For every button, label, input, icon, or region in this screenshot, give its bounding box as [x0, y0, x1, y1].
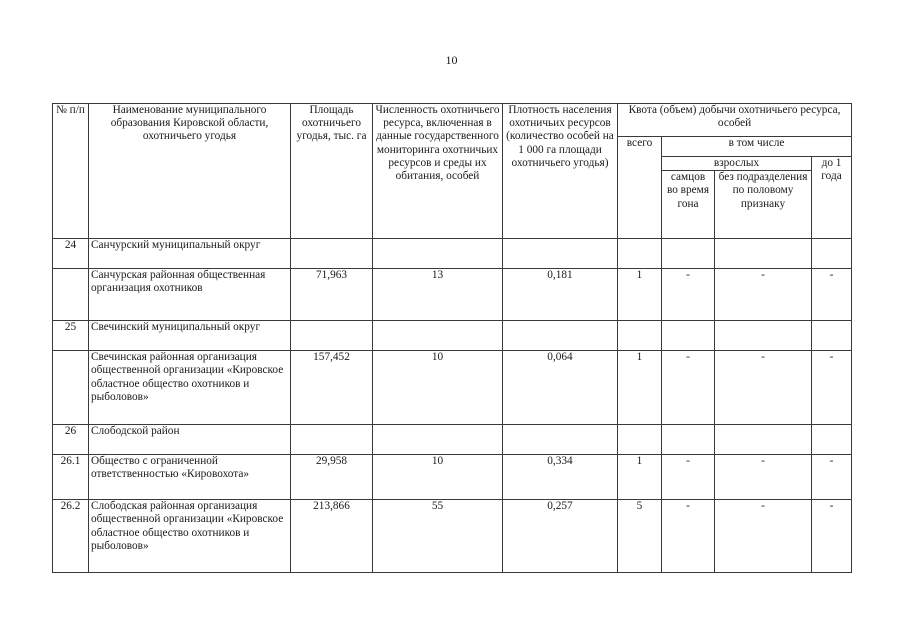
- row-total: 1: [618, 455, 662, 500]
- header-under1: до 1 года: [812, 157, 852, 239]
- table-row: [53, 239, 852, 269]
- table-row: [53, 455, 852, 500]
- row-name: Общество с ограниченной ответственностью «Кировохота»: [89, 455, 291, 500]
- header-count: Численность охотничьего ресурса, включенная в данные государственного мониторинга охотничьих ресурсов и среды их обитания, особей: [373, 104, 503, 239]
- row-total: 1: [618, 351, 662, 425]
- row-area: 213,866: [291, 500, 373, 573]
- header-total: всего: [618, 137, 662, 239]
- page-number: 10: [445, 53, 458, 67]
- row-name: Свечинский муниципальный округ: [89, 321, 291, 351]
- row-num: 24: [53, 239, 89, 269]
- row-under1: -: [812, 351, 852, 425]
- row-density: 0,334: [503, 455, 618, 500]
- row-count: 10: [373, 455, 503, 500]
- row-under1: -: [812, 500, 852, 573]
- row-num: [53, 351, 89, 425]
- row-density: 0,064: [503, 351, 618, 425]
- row-name: Санчурский муниципальный округ: [89, 239, 291, 269]
- header-area: Площадь охотничьего угодья, тыс. га: [291, 104, 373, 239]
- row-name: Слободская районная организация общественной организации «Кировское областное общество охотников и рыболовов»: [89, 500, 291, 573]
- header-adults: взрослых: [662, 157, 812, 171]
- row-area: 71,963: [291, 269, 373, 321]
- header-quota: Квота (объем) добычи охотничьего ресурса, особей: [618, 104, 852, 137]
- row-area: 29,958: [291, 455, 373, 500]
- row-density: 0,181: [503, 269, 618, 321]
- row-total: 1: [618, 269, 662, 321]
- row-males: -: [662, 351, 715, 425]
- table-row: [53, 500, 852, 573]
- row-males: -: [662, 455, 715, 500]
- table-row: [53, 321, 852, 351]
- row-nosex: -: [715, 455, 812, 500]
- row-area: 157,452: [291, 351, 373, 425]
- row-under1: -: [812, 455, 852, 500]
- row-count: 10: [373, 351, 503, 425]
- row-num: 26: [53, 425, 89, 455]
- row-count: 13: [373, 269, 503, 321]
- row-total: 5: [618, 500, 662, 573]
- row-nosex: -: [715, 351, 812, 425]
- row-name: Слободской район: [89, 425, 291, 455]
- row-count: 55: [373, 500, 503, 573]
- row-name: Свечинская районная организация общественной организации «Кировское областное общество охотников и рыболовов»: [89, 351, 291, 425]
- table-row: [53, 351, 852, 425]
- row-num: [53, 269, 89, 321]
- row-nosex: -: [715, 269, 812, 321]
- row-males: -: [662, 269, 715, 321]
- table-row: [53, 425, 852, 455]
- row-num: 25: [53, 321, 89, 351]
- row-males: -: [662, 500, 715, 573]
- row-num: 26.1: [53, 455, 89, 500]
- table-row: [53, 269, 852, 321]
- row-name: Санчурская районная общественная организация охотников: [89, 269, 291, 321]
- header-density: Плотность населения охотничьих ресурсов (количество особей на 1 000 га площади охотничьего угодья): [503, 104, 618, 239]
- row-density: 0,257: [503, 500, 618, 573]
- header-name: Наименование муниципального образования Кировской области, охотничьего угодья: [89, 104, 291, 239]
- header-num: № п/п: [53, 104, 89, 239]
- row-under1: -: [812, 269, 852, 321]
- header-nosex: без подразделения по половому признаку: [715, 171, 812, 239]
- row-nosex: -: [715, 500, 812, 573]
- header-males: самцов во время гона: [662, 171, 715, 239]
- quota-table: [52, 103, 852, 573]
- header-including: в том числе: [662, 137, 852, 157]
- row-num: 26.2: [53, 500, 89, 573]
